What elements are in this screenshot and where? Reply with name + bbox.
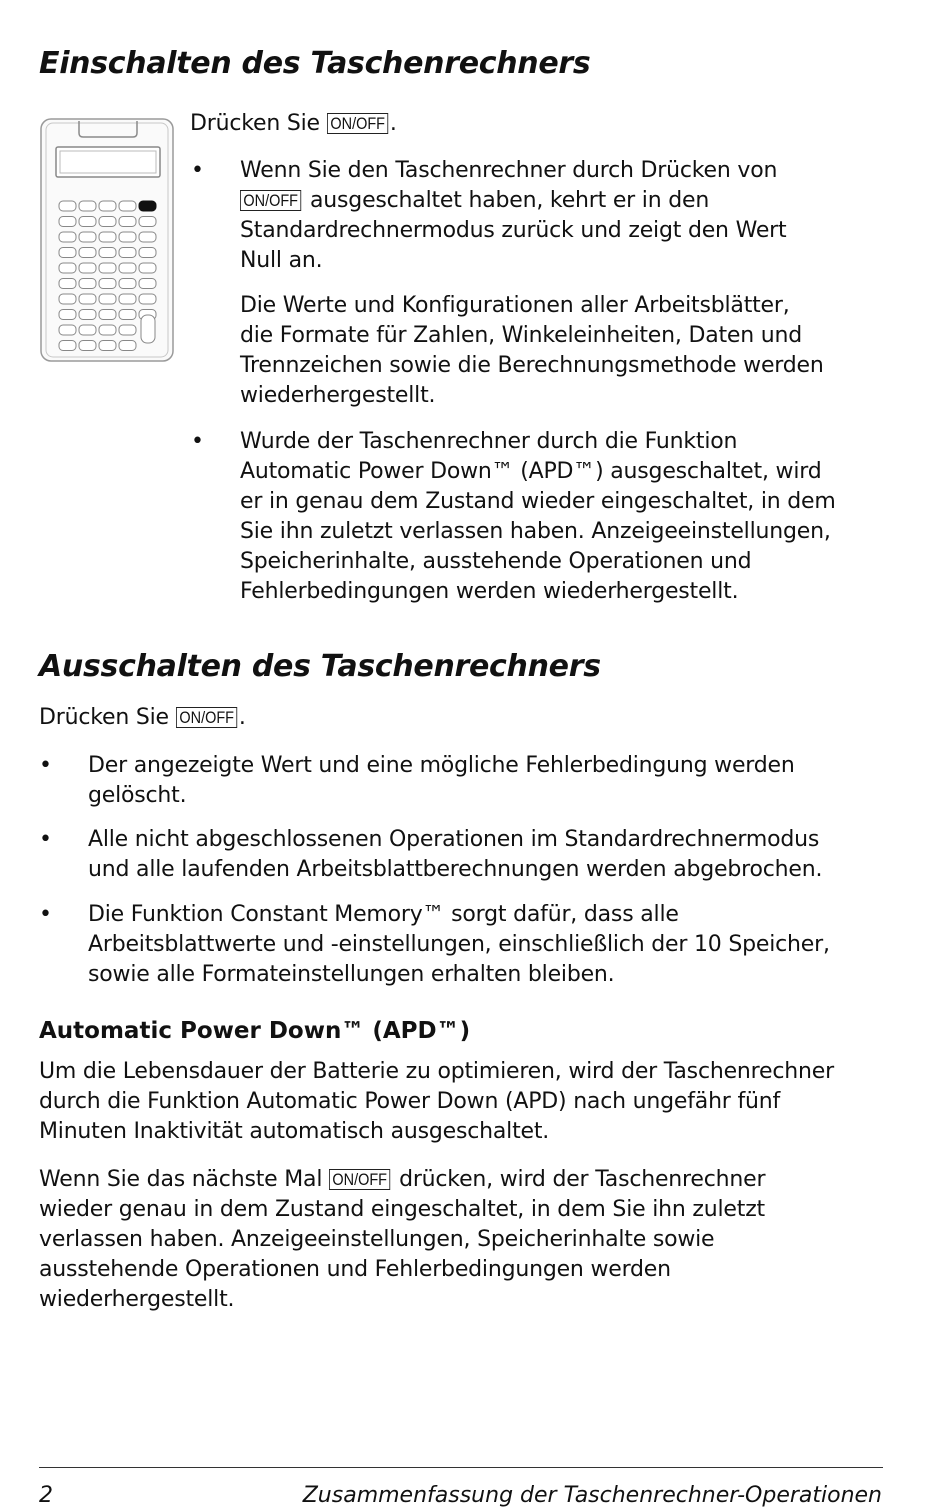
bullet-ausschalten-2 xyxy=(88,825,928,885)
bullet-dot: • xyxy=(191,429,204,454)
calculator-key xyxy=(59,341,76,351)
calculator-key xyxy=(119,325,136,335)
calculator-key xyxy=(59,248,76,258)
text-line: verlassen haben. Anzeigeeinstellungen, Speicherinhalte sowie xyxy=(39,1227,715,1252)
calculator-key xyxy=(119,310,136,320)
text-line: und alle laufenden Arbeitsblattberechnungen werden abgebrochen. xyxy=(88,857,823,882)
footer-rule xyxy=(39,1467,883,1468)
intro-period: . xyxy=(389,111,397,136)
text-line: Sie ihn zuletzt verlassen haben. Anzeigeeinstellungen, xyxy=(240,519,831,544)
intro-period: . xyxy=(238,705,246,730)
calculator-key xyxy=(79,310,96,320)
intro-text: Drücken Sie xyxy=(39,705,169,730)
calculator-key xyxy=(79,217,96,227)
calculator-key xyxy=(59,310,76,320)
on-off-key: ON/OFF xyxy=(176,707,237,728)
text-line: Speicherinhalte, ausstehende Operationen und xyxy=(240,549,752,574)
calculator-key xyxy=(99,325,116,335)
intro-text: Drücken Sie xyxy=(190,111,320,136)
heading-apd: Automatic Power Down™ (APD™) xyxy=(39,1018,471,1044)
calculator-key xyxy=(119,279,136,289)
calculator-key xyxy=(59,263,76,273)
calculator-key xyxy=(79,201,96,211)
text-line: sowie alle Formateinstellungen erhalten bleiben. xyxy=(88,962,615,987)
page-number: 2 xyxy=(39,1483,53,1508)
calculator-key xyxy=(119,294,136,304)
paragraph-werte xyxy=(240,291,900,411)
calculator-key xyxy=(119,263,136,273)
text-line: Automatic Power Down™ (APD™) ausgeschaltet, wird xyxy=(240,459,822,484)
calculator-key xyxy=(119,341,136,351)
bullet-dot: • xyxy=(191,158,204,183)
calculator-key xyxy=(79,341,96,351)
calculator-key xyxy=(99,248,116,258)
text-line: ausstehende Operationen und Fehlerbedingungen werden xyxy=(39,1257,671,1282)
calculator-key xyxy=(79,232,96,242)
text-span: ausgeschaltet haben, kehrt er in den xyxy=(310,188,710,213)
calculator-key xyxy=(59,279,76,289)
text-span: Wenn Sie das nächste Mal xyxy=(39,1167,323,1192)
calculator-key xyxy=(99,263,116,273)
text-line: durch die Funktion Automatic Power Down (APD) nach ungefähr fünf xyxy=(39,1089,781,1114)
bullet-dot: • xyxy=(39,902,52,927)
text-line: Die Funktion Constant Memory™ sorgt dafür, dass alle xyxy=(88,902,679,927)
paragraph-apd-2 xyxy=(39,1165,919,1315)
calculator-key xyxy=(99,201,116,211)
text-line: Trennzeichen sowie die Berechnungsmethode werden xyxy=(240,353,824,378)
text-line: Um die Lebensdauer der Batterie zu optimieren, wird der Taschenrechner xyxy=(39,1059,834,1084)
calculator-key xyxy=(99,341,116,351)
heading-ausschalten: Ausschalten des Taschenrechners xyxy=(39,649,601,684)
bullet-einschalten-2 xyxy=(240,427,920,607)
calculator-key xyxy=(59,201,76,211)
calculator-key xyxy=(59,325,76,335)
calculator-key xyxy=(119,248,136,258)
text-line: Standardrechnermodus zurück und zeigt den Wert xyxy=(240,218,787,243)
on-off-key: ON/OFF xyxy=(329,1169,390,1190)
bullet-ausschalten-3 xyxy=(88,900,928,990)
calculator-key xyxy=(79,248,96,258)
text-line xyxy=(39,1165,919,1195)
calculator-key xyxy=(139,232,156,242)
calculator-key xyxy=(99,294,116,304)
text-line: er in genau dem Zustand wieder eingeschaltet, in dem xyxy=(240,489,836,514)
calculator-key xyxy=(79,325,96,335)
calculator-key xyxy=(139,201,156,211)
text-line: Alle nicht abgeschlossenen Operationen im Standardrechnermodus xyxy=(88,827,820,852)
text-line: wieder genau in dem Zustand eingeschaltet, in dem Sie ihn zuletzt xyxy=(39,1197,765,1222)
calculator-key xyxy=(119,217,136,227)
text-line: die Formate für Zahlen, Winkeleinheiten, Daten und xyxy=(240,323,803,348)
calculator-key xyxy=(59,232,76,242)
bullet-dot: • xyxy=(39,753,52,778)
calculator-key xyxy=(79,279,96,289)
calculator-key xyxy=(79,263,96,273)
heading-einschalten: Einschalten des Taschenrechners xyxy=(39,46,591,81)
text-line: Wurde der Taschenrechner durch die Funktion xyxy=(240,429,738,454)
bullet-ausschalten-1 xyxy=(88,751,918,811)
calculator-key xyxy=(99,279,116,289)
paragraph-apd-1 xyxy=(39,1057,919,1147)
bullet-dot: • xyxy=(39,827,52,852)
calculator-key xyxy=(119,232,136,242)
on-off-key: ON/OFF xyxy=(240,190,301,211)
text-line: Arbeitsblattwerte und -einstellungen, einschließlich der 10 Speicher, xyxy=(88,932,830,957)
calculator-key xyxy=(99,310,116,320)
text-line: Der angezeigte Wert und eine mögliche Fehlerbedingung werden xyxy=(88,753,795,778)
calculator-key xyxy=(79,294,96,304)
calculator-key xyxy=(99,232,116,242)
calculator-key xyxy=(139,279,156,289)
calculator-key xyxy=(139,263,156,273)
text-line: Minuten Inaktivität automatisch ausgeschaltet. xyxy=(39,1119,550,1144)
text-line: Null an. xyxy=(240,248,323,273)
calculator-key xyxy=(139,248,156,258)
calculator-key xyxy=(99,217,116,227)
bullet-einschalten-1 xyxy=(240,156,900,276)
footer-chapter-title: Zusammenfassung der Taschenrechner-Operationen xyxy=(302,1483,882,1508)
calculator-key xyxy=(139,217,156,227)
calculator-key xyxy=(59,217,76,227)
text-span: drücken, wird der Taschenrechner xyxy=(399,1167,766,1192)
text-line: Die Werte und Konfigurationen aller Arbeitsblätter, xyxy=(240,293,790,318)
intro-press-off xyxy=(39,703,246,733)
text-line: wiederhergestellt. xyxy=(39,1287,235,1312)
text-line: gelöscht. xyxy=(88,783,187,808)
text-line xyxy=(240,186,900,216)
calculator-key xyxy=(119,201,136,211)
text-line: Fehlerbedingungen werden wiederhergestellt. xyxy=(240,579,739,604)
intro-press-on xyxy=(190,109,397,139)
calculator-icon xyxy=(39,117,175,363)
calculator-key xyxy=(59,294,76,304)
calculator-key xyxy=(139,294,156,304)
on-off-key: ON/OFF xyxy=(327,113,388,134)
text-line: wiederhergestellt. xyxy=(240,383,436,408)
text-line: Wenn Sie den Taschenrechner durch Drücken von xyxy=(240,158,778,183)
